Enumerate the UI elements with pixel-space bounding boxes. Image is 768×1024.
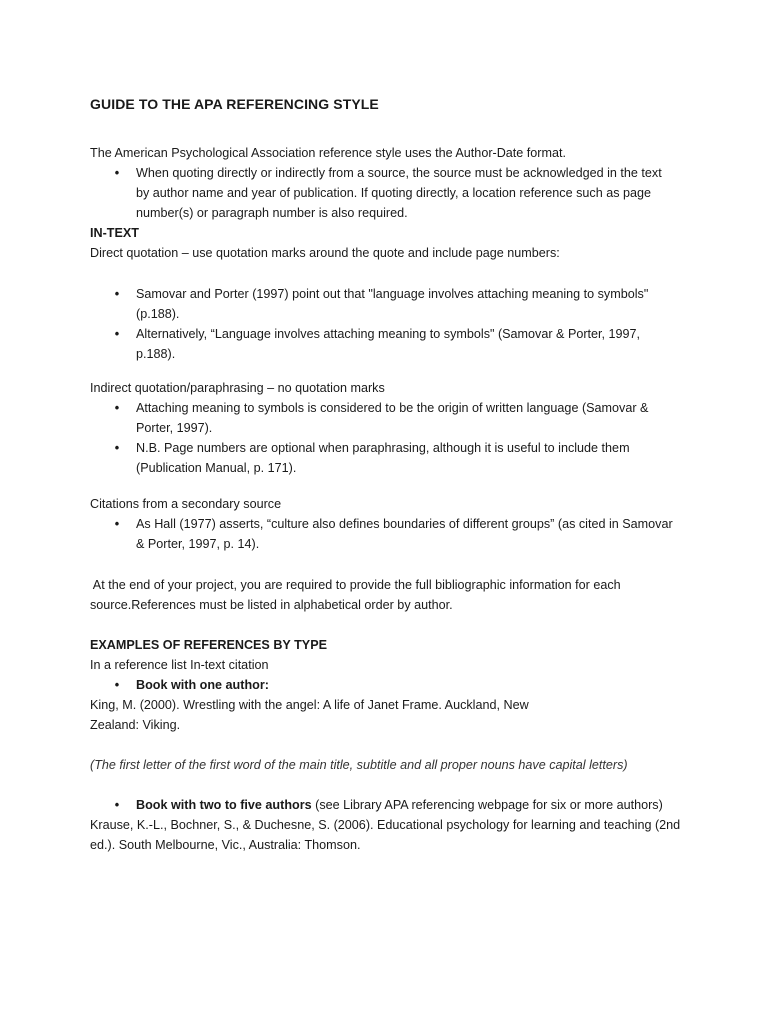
reference-line: Krause, K.-L., Bochner, S., & Duchesne, S. (2006). Educational psychology for learning and teaching (2nd xyxy=(90,818,681,832)
book-one-author-list xyxy=(90,675,690,695)
intro-paragraph: The American Psychological Association reference style uses the Author-Date format. xyxy=(90,146,566,160)
list-item xyxy=(90,795,730,815)
bullet-line: Porter, 1997). xyxy=(136,421,213,435)
indirect-bullet-list xyxy=(90,398,690,478)
intro-bullet-line: When quoting directly or indirectly from a source, the source must be acknowledged in the text xyxy=(136,166,662,180)
list-item xyxy=(90,163,690,223)
bullet-icon: • xyxy=(114,517,120,531)
indirect-quotation-heading: Indirect quotation/paraphrasing – no quotation marks xyxy=(90,381,385,395)
bullet-line: N.B. Page numbers are optional when paraphrasing, although it is useful to include them xyxy=(136,441,630,455)
book-multi-author-section xyxy=(90,795,730,855)
list-item xyxy=(90,514,690,554)
book-multi-author-note: (see Library APA referencing webpage for six or more authors) xyxy=(311,798,663,812)
reference-line: ed.). South Melbourne, Vic., Australia: Thomson. xyxy=(90,838,361,852)
bullet-icon: • xyxy=(114,678,120,692)
secondary-source-heading: Citations from a secondary source xyxy=(90,497,282,511)
book-one-author-label: Book with one author: xyxy=(136,678,269,692)
intro-section xyxy=(90,143,690,263)
examples-section xyxy=(90,635,690,735)
bullet-line: & Porter, 1997, p. 14). xyxy=(136,537,260,551)
bullet-line: Samovar and Porter (1997) point out that "language involves attaching meaning to symbols" xyxy=(136,287,649,301)
bullet-icon: • xyxy=(114,287,120,301)
bullet-icon: • xyxy=(114,401,120,415)
reference-line: King, M. (2000). Wrestling with the angel: A life of Janet Frame. Auckland, New xyxy=(90,698,529,712)
reference-line: Zealand: Viking. xyxy=(90,718,181,732)
bullet-line: (Publication Manual, p. 171). xyxy=(136,461,297,475)
bullet-line: Attaching meaning to symbols is considered to be the origin of written language (Samovar & xyxy=(136,401,649,415)
document-title: GUIDE TO THE APA REFERENCING STYLE xyxy=(90,96,379,112)
paragraph-line: source.References must be listed in alphabetical order by author. xyxy=(90,598,453,612)
bullet-line: As Hall (1977) asserts, “culture also defines boundaries of different groups” (as cited in Samovar xyxy=(136,517,673,531)
list-item xyxy=(90,438,690,478)
intro-bullet-list xyxy=(90,163,690,223)
intext-heading: IN-TEXT xyxy=(90,226,139,240)
direct-quotation-heading: Direct quotation – use quotation marks around the quote and include page numbers: xyxy=(90,246,560,260)
intro-bullet-line: by author name and year of publication. If quoting directly, a location reference such as page xyxy=(136,186,652,200)
bullet-line: (p.188). xyxy=(136,307,180,321)
bullet-icon: • xyxy=(114,798,120,812)
capitalisation-note-section xyxy=(90,755,730,775)
book-multi-author-list xyxy=(90,795,730,815)
book-multi-author-label: Book with two to five authors xyxy=(136,798,312,812)
secondary-source-section xyxy=(90,494,690,554)
direct-bullet-list xyxy=(90,284,690,364)
bullet-line: p.188). xyxy=(136,347,176,361)
list-item xyxy=(90,675,690,695)
examples-subheading: In a reference list In-text citation xyxy=(90,658,269,672)
list-item xyxy=(90,324,690,364)
list-item xyxy=(90,398,690,438)
direct-quotation-examples xyxy=(90,284,690,364)
indirect-quotation-section xyxy=(90,378,690,478)
bullet-line: Alternatively, “Language involves attaching meaning to symbols" (Samovar & Porter, 1997, xyxy=(136,327,641,341)
examples-heading: EXAMPLES OF REFERENCES BY TYPE xyxy=(90,638,327,652)
secondary-bullet-list xyxy=(90,514,690,554)
list-item xyxy=(90,284,690,324)
intro-bullet-line: number(s) or paragraph number is also required. xyxy=(136,206,408,220)
bullet-icon: • xyxy=(114,166,120,180)
bullet-icon: • xyxy=(114,441,120,455)
bullet-icon: • xyxy=(114,327,120,341)
bibliography-paragraph xyxy=(90,575,690,615)
capitalisation-note: (The first letter of the first word of the main title, subtitle and all proper nouns have capital letters) xyxy=(90,758,628,772)
paragraph-line: At the end of your project, you are required to provide the full bibliographic information for each xyxy=(90,578,621,592)
